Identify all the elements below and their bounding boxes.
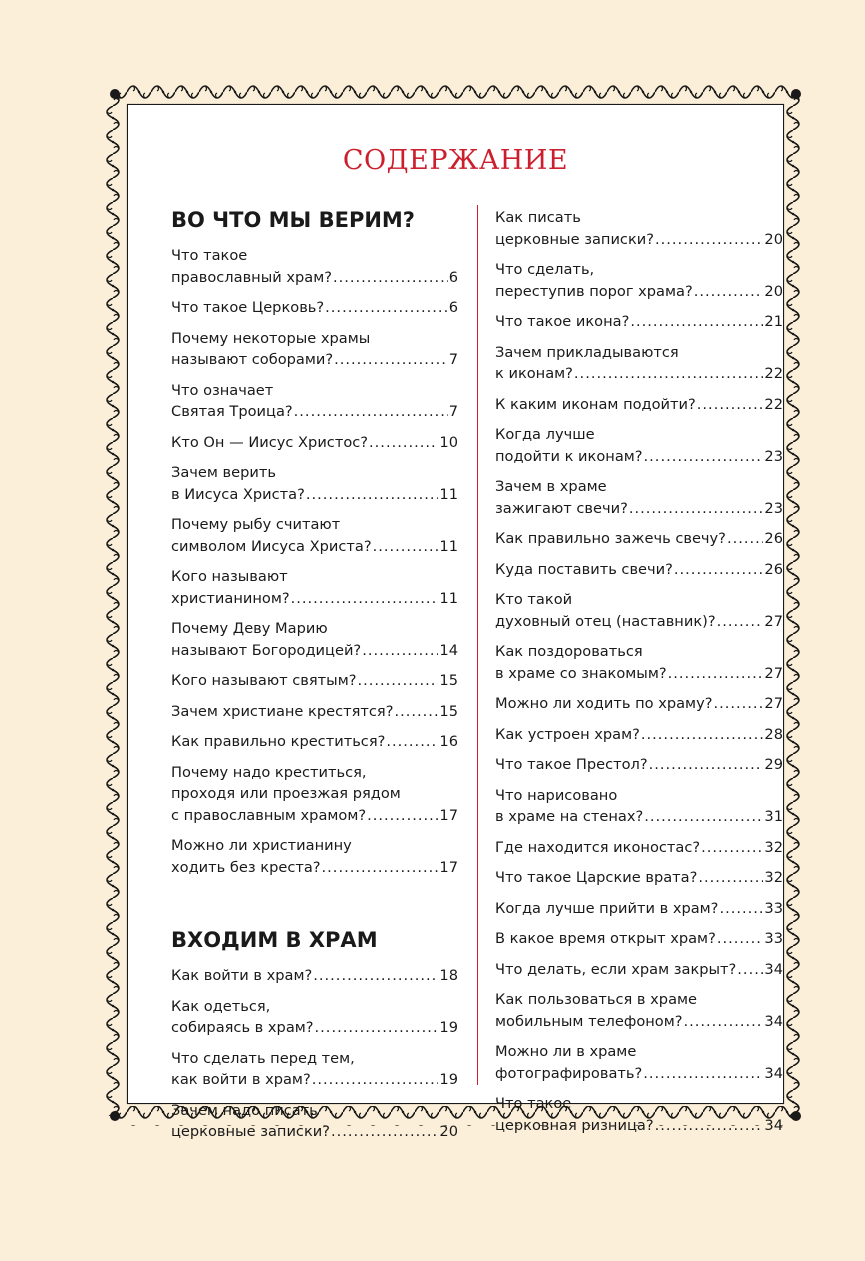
toc-entry-text: Зачем верить [171, 464, 276, 481]
toc-page-number: 20 [764, 282, 783, 300]
toc-entry-leader-row [495, 898, 783, 920]
toc-entry-text: подойти к иконам? [495, 447, 643, 465]
toc-page-number: 11 [439, 537, 458, 555]
toc-entry [495, 785, 783, 828]
toc-entry-leader-row [171, 1017, 458, 1039]
toc-entry-leader-row [495, 867, 783, 889]
toc-entry-text: Кого называют святым? [171, 672, 357, 689]
toc-entry [495, 693, 783, 715]
toc-entry-leader-row [171, 297, 458, 319]
toc-page-number: 20 [439, 1123, 458, 1140]
dot-leader [357, 670, 438, 692]
toc-page-number: 28 [764, 725, 783, 743]
toc-entry-leader-row [171, 432, 458, 454]
toc-entry [495, 528, 783, 550]
toc-entry-leader-row [495, 559, 783, 581]
toc-entry-text: Кого называют [171, 568, 288, 585]
dot-leader [373, 536, 439, 558]
dot-leader [697, 394, 764, 416]
ornamental-frame [103, 82, 808, 1140]
toc-entry-text: Как одеться, [171, 997, 271, 1015]
toc-entry [495, 641, 783, 684]
toc-page-number: 7 [448, 351, 458, 368]
toc-entry [171, 1048, 458, 1091]
dot-leader [719, 898, 763, 920]
toc-entry-text: символом Иисуса Христа? [171, 537, 372, 555]
toc-entry-leader-row [171, 670, 458, 692]
toc-entry-text: Что сделать перед тем, [171, 1049, 355, 1067]
toc-page-number: 29 [764, 756, 783, 773]
dot-leader [674, 559, 764, 581]
toc-entry [171, 731, 458, 753]
toc-entry [495, 928, 783, 950]
dot-leader [294, 401, 448, 423]
toc-entry-text: зажигают свечи? [495, 499, 628, 517]
toc-entry [171, 670, 458, 692]
toc-entry [495, 342, 783, 385]
dot-leader [717, 928, 764, 950]
toc-entry-text: Что такое икона? [495, 313, 630, 330]
toc-page-number: 34 [764, 1064, 783, 1082]
toc-page-number: 33 [764, 930, 783, 947]
toc-entry-leader-row [171, 1121, 458, 1143]
toc-page-number: 32 [764, 869, 783, 886]
toc-entry-leader-row [495, 281, 783, 303]
toc-page-number: 11 [439, 589, 458, 607]
toc-entry [171, 297, 458, 319]
toc-entry-text: Где находится иконостас? [495, 838, 701, 856]
toc-entry-leader-row [495, 363, 783, 385]
dot-leader [313, 965, 438, 987]
toc-entry-leader-row [495, 693, 783, 715]
toc-entry [495, 394, 783, 416]
toc-page-number: 10 [439, 433, 458, 451]
toc-entry [495, 837, 783, 859]
dot-leader [713, 693, 763, 715]
toc-page-number: 33 [764, 899, 783, 917]
dot-leader [668, 663, 764, 685]
dot-leader [643, 1063, 763, 1085]
toc-entry-leader-row [495, 528, 783, 550]
toc-entry-leader-row [171, 484, 458, 506]
toc-entry-leader-row [495, 724, 783, 746]
contents-panel [128, 105, 783, 1140]
toc-page-number: 34 [764, 1116, 783, 1134]
toc-entry-text: Почему Деву Марию [171, 620, 328, 637]
dot-leader [629, 498, 764, 520]
toc-entry-text: Почему надо креститься, [171, 763, 367, 781]
toc-entry-text: называют соборами? [171, 351, 334, 368]
toc-entry-leader-row [171, 588, 458, 610]
toc-entry [171, 996, 458, 1039]
toc-entry-text: ходить без креста? [171, 858, 321, 876]
toc-entry-text: Можно ли в храме [495, 1043, 637, 1060]
dot-leader [331, 1121, 438, 1143]
section-spacer [171, 887, 458, 927]
toc-entry [495, 867, 783, 889]
dot-leader [386, 731, 438, 753]
toc-page-number: 26 [764, 560, 783, 578]
dot-leader [291, 588, 439, 610]
toc-entry-leader-row [171, 731, 458, 753]
toc-page-number: 26 [764, 530, 783, 547]
toc-page-number: 15 [439, 672, 458, 689]
toc-entry [495, 898, 783, 920]
toc-entry-text: Святая Троица? [171, 403, 293, 420]
toc-entry-leader-row [171, 536, 458, 558]
toc-entry-leader-row [495, 959, 783, 981]
toc-entry-text: проходя или проезжая рядом [171, 785, 401, 802]
toc-entry-text: христианином? [171, 589, 290, 607]
toc-entry-text: духовный отец (наставник)? [495, 612, 716, 630]
toc-page-number: 17 [439, 806, 458, 824]
dot-leader [394, 701, 438, 723]
toc-page-number: 17 [439, 858, 458, 876]
toc-entry-text: как войти в храм? [171, 1071, 311, 1088]
toc-page-number: 16 [439, 733, 458, 750]
toc-entry-text: К каким иконам подойти? [495, 395, 696, 413]
toc-entry-text: Кто такой [495, 591, 573, 608]
dot-leader [649, 754, 764, 776]
toc-entry-leader-row [495, 928, 783, 950]
toc-page-number: 27 [764, 664, 783, 682]
toc-page-number: 22 [764, 365, 783, 382]
toc-entry [171, 762, 458, 827]
toc-entry-text: Зачем прикладываются [495, 343, 679, 361]
toc-page-number: 19 [439, 1071, 458, 1088]
toc-entry-leader-row [171, 805, 458, 827]
toc-entry-text: Зачем в храме [495, 478, 607, 495]
toc-entry [495, 724, 783, 746]
toc-page-number: 34 [764, 960, 783, 978]
toc-entry-text: Можно ли христианину [171, 837, 352, 854]
toc-page-number: 21 [764, 313, 783, 330]
dot-leader [315, 1017, 439, 1039]
toc-page-number: 6 [448, 299, 458, 316]
toc-entry-text: Кто Он — Иисус Христос? [171, 433, 369, 451]
dot-leader [655, 229, 763, 251]
toc-entry-leader-row [495, 754, 783, 776]
toc-page-number: 27 [764, 612, 783, 630]
toc-entry [495, 1041, 783, 1084]
toc-entry-leader-row [495, 311, 783, 333]
toc-entry-leader-row [495, 1115, 783, 1137]
column-divider [477, 205, 478, 1085]
dot-leader [698, 867, 763, 889]
toc-entry-text: Что такое [171, 247, 248, 264]
toc-page-number: 31 [764, 808, 783, 825]
toc-entry-text: в храме на стенах? [495, 808, 644, 825]
dot-leader [574, 363, 764, 385]
toc-entry [495, 311, 783, 333]
left-column [171, 207, 458, 1152]
toc-page-number: 7 [448, 403, 458, 420]
toc-entry [171, 701, 458, 723]
toc-entry [171, 1100, 458, 1143]
dot-leader [644, 806, 763, 828]
toc-entry-text: Что такое Престол? [495, 756, 648, 773]
toc-entry [495, 1093, 783, 1136]
toc-entry-text: Что такое [495, 1095, 572, 1112]
toc-page-number: 14 [439, 641, 458, 659]
dot-leader [694, 281, 764, 303]
toc-entry-text: с православным храмом? [171, 806, 367, 824]
toc-entry-text: в храме со знакомым? [495, 664, 667, 682]
dot-leader [683, 1011, 763, 1033]
toc-entry [171, 380, 458, 423]
toc-entry [495, 989, 783, 1032]
toc-entry [495, 589, 783, 632]
toc-entry-leader-row [495, 1063, 783, 1085]
toc-entry-text: Как правильно зажечь свечу? [495, 530, 726, 547]
toc-entry-text: Куда поставить свечи? [495, 560, 673, 578]
dot-leader [717, 611, 764, 633]
toc-entry-text: Как устроен храм? [495, 725, 640, 743]
toc-entry-leader-row [171, 640, 458, 662]
toc-entry-text: Что нарисовано [495, 786, 618, 804]
dot-leader [644, 446, 764, 468]
toc-entry [171, 965, 458, 987]
toc-entry-text: собираясь в храм? [171, 1019, 314, 1036]
toc-entry-text: Можно ли ходить по храму? [495, 695, 713, 712]
dot-leader [312, 1069, 439, 1091]
toc-page-number: 32 [764, 838, 783, 856]
toc-entry [171, 432, 458, 454]
toc-entry-text: церковные записки? [171, 1123, 330, 1140]
toc-page-number: 23 [764, 447, 783, 465]
toc-page-number: 27 [764, 695, 783, 712]
toc-entry [495, 959, 783, 981]
right-column [495, 207, 783, 1145]
toc-entry [171, 835, 458, 878]
toc-entry [495, 754, 783, 776]
toc-entry [495, 259, 783, 302]
section-heading: ВХОДИМ В ХРАМ [171, 928, 378, 952]
toc-entry-text: православный храм? [171, 268, 332, 286]
toc-entry [171, 566, 458, 609]
toc-page-number: 20 [764, 230, 783, 248]
toc-entry-leader-row [171, 1069, 458, 1091]
toc-entry-text: Почему рыбу считают [171, 516, 341, 533]
toc-entry-text: Как войти в храм? [171, 967, 313, 984]
toc-entry-text: Зачем надо писать [171, 1101, 318, 1119]
toc-entry-text: Что означает [171, 381, 274, 399]
toc-entry-text: мобильным телефоном? [495, 1012, 683, 1030]
toc-entry-leader-row [495, 611, 783, 633]
toc-page-number: 19 [439, 1019, 458, 1036]
toc-page-number: 18 [439, 967, 458, 984]
dot-leader [333, 267, 448, 289]
toc-entry-text: Как правильно креститься? [171, 733, 386, 750]
toc-page-number: 15 [439, 702, 458, 720]
toc-entry-text: Почему некоторые храмы [171, 329, 371, 347]
toc-entry-text: Что делать, если храм закрыт? [495, 960, 737, 978]
dot-leader [655, 1115, 764, 1137]
toc-entry-text: Зачем христиане крестятся? [171, 702, 394, 720]
toc-entry-leader-row [495, 394, 783, 416]
toc-entry-leader-row [495, 1011, 783, 1033]
toc-entry-text: Что сделать, [495, 261, 595, 278]
toc-entry-text: в Иисуса Христа? [171, 485, 305, 503]
toc-entry [495, 476, 783, 519]
dot-leader [367, 805, 438, 827]
toc-entry-leader-row [171, 267, 458, 289]
toc-entry-text: Как поздороваться [495, 643, 643, 660]
toc-entry-leader-row [171, 857, 458, 879]
toc-entry-text: Что такое Царские врата? [495, 869, 698, 886]
toc-entry-text: Что такое Церковь? [171, 299, 325, 316]
toc-entry-leader-row [495, 837, 783, 859]
toc-page-number: 34 [764, 1012, 783, 1030]
toc-entry [495, 559, 783, 581]
toc-entry [495, 207, 783, 250]
dot-leader [630, 311, 763, 333]
toc-entry-text: называют Богородицей? [171, 641, 362, 659]
toc-entry-text: Как пользоваться в храме [495, 991, 698, 1008]
toc-entry-text: церковная ризница? [495, 1116, 654, 1134]
toc-page-number: 11 [439, 485, 458, 503]
dot-leader [306, 484, 439, 506]
toc-entry [171, 328, 458, 371]
toc-entry-text: фотографировать? [495, 1064, 643, 1082]
toc-entry [495, 424, 783, 467]
dot-leader [369, 432, 438, 454]
toc-entry [171, 462, 458, 505]
dot-leader [641, 724, 764, 746]
dot-leader [362, 640, 438, 662]
dot-leader [737, 959, 763, 981]
toc-entry-text: церковные записки? [495, 230, 654, 248]
toc-entry-text: к иконам? [495, 365, 573, 382]
toc-entry-leader-row [171, 349, 458, 371]
page-title: СОДЕРЖАНИЕ [342, 145, 569, 176]
toc-entry-text: Когда лучше прийти в храм? [495, 899, 719, 917]
dot-leader [727, 528, 763, 550]
toc-entry-leader-row [495, 663, 783, 685]
toc-entry-text: В какое время открыт храм? [495, 930, 716, 947]
toc-entry-leader-row [495, 498, 783, 520]
toc-page-number: 22 [764, 395, 783, 413]
toc-entry-leader-row [171, 701, 458, 723]
toc-page-number: 23 [764, 499, 783, 517]
toc-entry-text: Когда лучше [495, 426, 595, 443]
dot-leader [701, 837, 763, 859]
toc-entry [171, 245, 458, 288]
toc-entry-text: переступив порог храма? [495, 282, 693, 300]
toc-page-number: 6 [448, 268, 458, 286]
dot-leader [325, 297, 448, 319]
dot-leader [322, 857, 439, 879]
toc-entry-leader-row [171, 965, 458, 987]
toc-entry-leader-row [495, 229, 783, 251]
dot-leader [334, 349, 448, 371]
toc-entry [171, 514, 458, 557]
section-heading: ВО ЧТО МЫ ВЕРИМ? [171, 208, 415, 232]
toc-entry-leader-row [495, 806, 783, 828]
toc-entry-leader-row [495, 446, 783, 468]
toc-entry-leader-row [171, 401, 458, 423]
toc-entry [171, 618, 458, 661]
toc-entry-text: Как писать [495, 209, 581, 226]
